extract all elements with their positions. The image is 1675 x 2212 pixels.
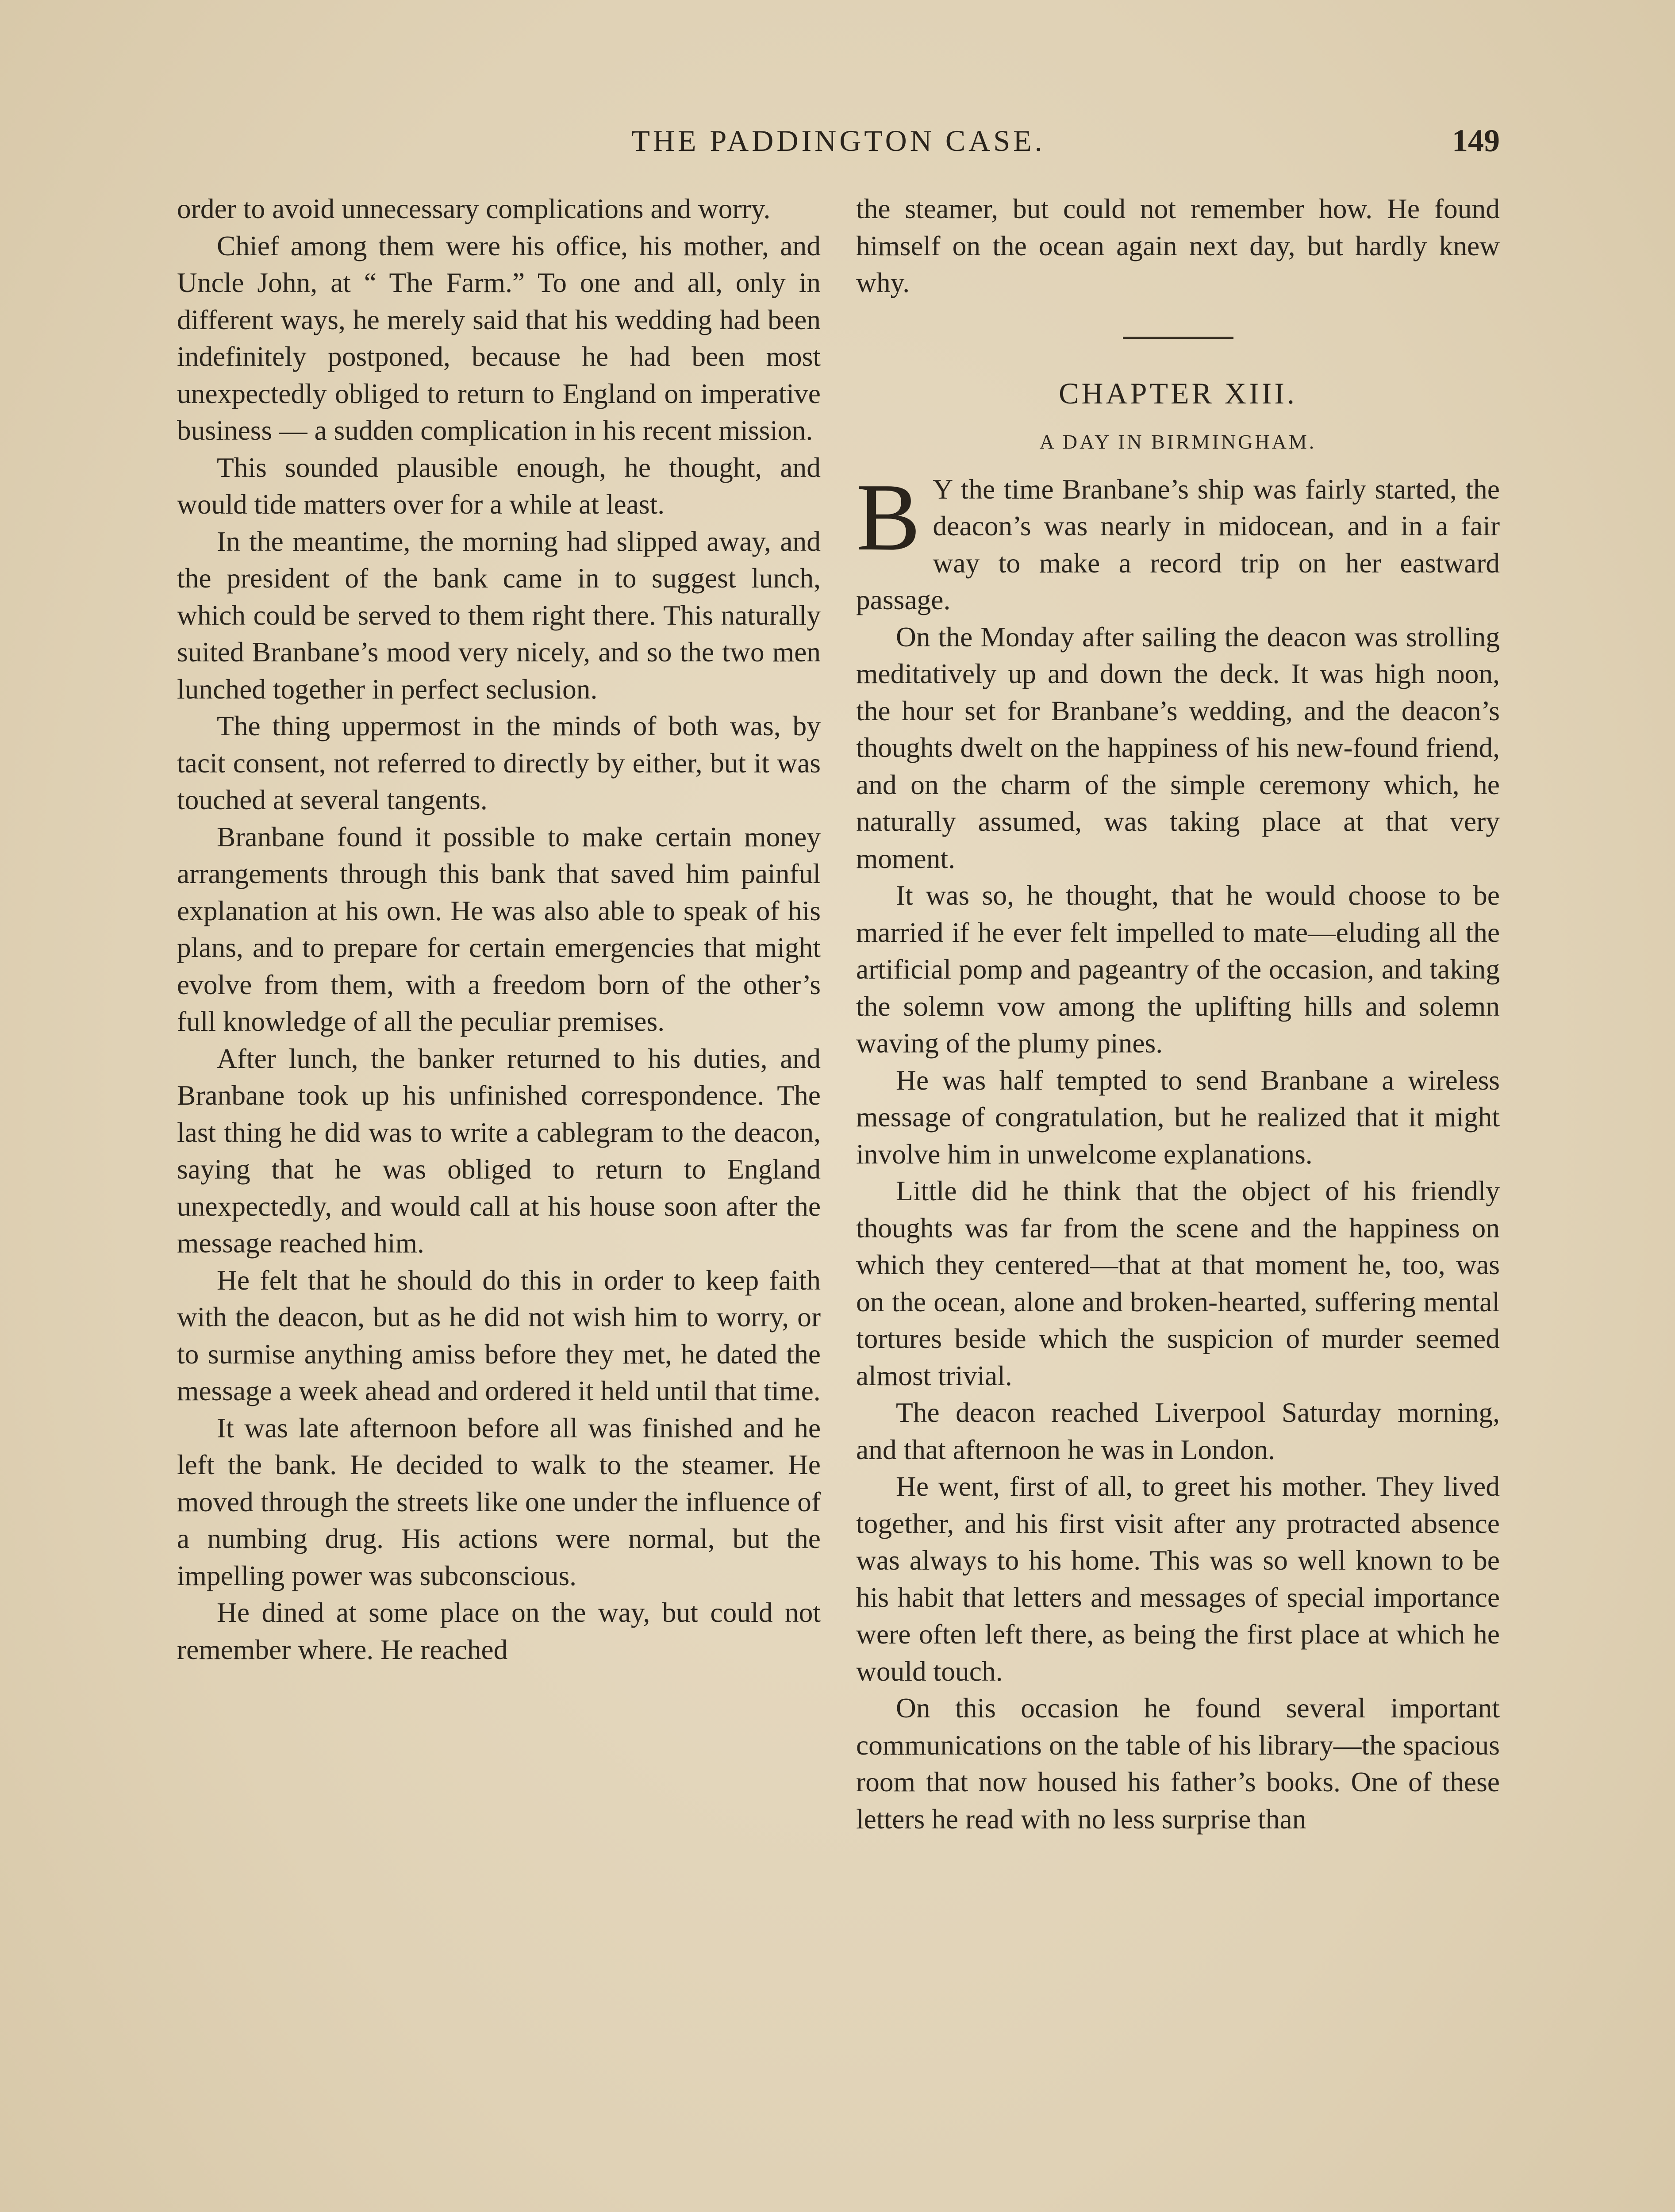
paragraph: He dined at some place on the way, but could not remember where. He reached bbox=[177, 1597, 821, 1665]
paragraph: It was late afternoon before all was finished and he left the bank. He decided to walk to the steamer. He moved through the streets like one under the influence of a numbing drug. His actions were normal, but the impelling power was subconscious. bbox=[177, 1412, 821, 1591]
paragraph: It was so, he thought, that he would choose to be married if he ever felt impelled to mate—eluding all the artificial pomp and pageantry of the occasion, and taking the solemn vow among the uplifting hills and solemn waving of the plumy pines. bbox=[856, 879, 1500, 1059]
opening-text: Y the time Branbane’s ship was fairly started, the deacon’s was nearly in midocean, and in a fair way to make a record trip on her eastward passage. bbox=[856, 473, 1500, 615]
paragraph: He went, first of all, to greet his mother. They lived together, and his first visit after any protracted absence was always to his home. This was so well known to be his habit that letters and messages of special importance were often left there, as being the first place at which he would touch. bbox=[856, 1471, 1500, 1687]
paragraph: The deacon reached Liverpool Saturday morning, and that afternoon he was in London. bbox=[856, 1397, 1500, 1465]
page-header bbox=[177, 119, 1500, 163]
chapter-subtitle: A DAY IN BIRMINGHAM. bbox=[1039, 430, 1317, 453]
chapter-opening-paragraph bbox=[856, 464, 1500, 618]
paragraph: Chief among them were his office, his mother, and Uncle John, at “ The Farm.” To one and all, only in different ways, he merely said that his wedding had been indefinitely postponed, because he had been most unexpectedly obliged to return to England on imperative business — a sudden complication in his recent mission. bbox=[177, 230, 821, 446]
section-divider bbox=[1123, 337, 1233, 339]
right-column bbox=[856, 190, 1500, 1837]
paragraph: On the Monday after sailing the deacon was strolling meditatively up and down the deck. It was high noon, the hour set for Branbane’s wedding, and the deacon’s thoughts dwelt on the happiness of his new-found friend, and on the charm of the simple ceremony which, he naturally assumed, was taking place at that very moment. bbox=[856, 621, 1500, 874]
paragraph: On this occasion he found several important communications on the table of his library—the spacious room that now housed his father’s books. One of these letters he read with no less surprise than bbox=[856, 1692, 1500, 1835]
paragraph-continuation: the steamer, but could not remember how. He found himself on the ocean again next day, but hardly knew why. bbox=[856, 193, 1500, 298]
drop-cap: B bbox=[856, 464, 921, 571]
page-number: 149 bbox=[1452, 123, 1500, 158]
running-title: THE PADDINGTON CASE. bbox=[631, 124, 1045, 157]
left-column bbox=[177, 190, 821, 1668]
paragraph: The thing uppermost in the minds of both was, by tacit consent, not referred to directly by either, but it was touched at several tangents. bbox=[177, 710, 821, 815]
paragraph: This sounded plausible enough, he thought, and would tide matters over for a while at least. bbox=[177, 451, 821, 520]
chapter-title: CHAPTER XIII. bbox=[1059, 376, 1297, 410]
paragraph: Branbane found it possible to make certain money arrangements through this bank that saved him painful explanation at his own. He was also able to speak of his plans, and to prepare for certain emergencies that might evolve from them, with a freedom born of the other’s full knowledge of all the peculiar premises. bbox=[177, 821, 821, 1037]
paragraph: After lunch, the banker returned to his duties, and Branbane took up his unfinished correspondence. The last thing he did was to write a cablegram to the deacon, saying that he was obliged to return to England unexpectedly, and would call at his house soon after the message reached him. bbox=[177, 1042, 821, 1259]
paragraph: In the meantime, the morning had slipped away, and the president of the bank came in to suggest lunch, which could be served to them right there. This naturally suited Branbane’s mood very nicely, and so the two men lunched together in perfect seclusion. bbox=[177, 525, 821, 705]
paragraph: order to avoid unnecessary complications and worry. bbox=[177, 193, 771, 224]
paragraph: He felt that he should do this in order to keep faith with the deacon, but as he did not wish him to worry, or to surmise anything amiss before they met, he dated the message a week ahead and ordered it held until that time. bbox=[177, 1264, 821, 1406]
paragraph: Little did he think that the object of his friendly thoughts was far from the scene and the happiness on which they centered—that at that moment he, too, was on the ocean, alone and broken-hearted, suffering mental tortures beside which the suspicion of murder seemed almost trivial. bbox=[856, 1175, 1500, 1391]
paragraph: He was half tempted to send Branbane a wireless message of congratulation, but he realized that it might involve him in unwelcome explanations. bbox=[856, 1064, 1500, 1170]
